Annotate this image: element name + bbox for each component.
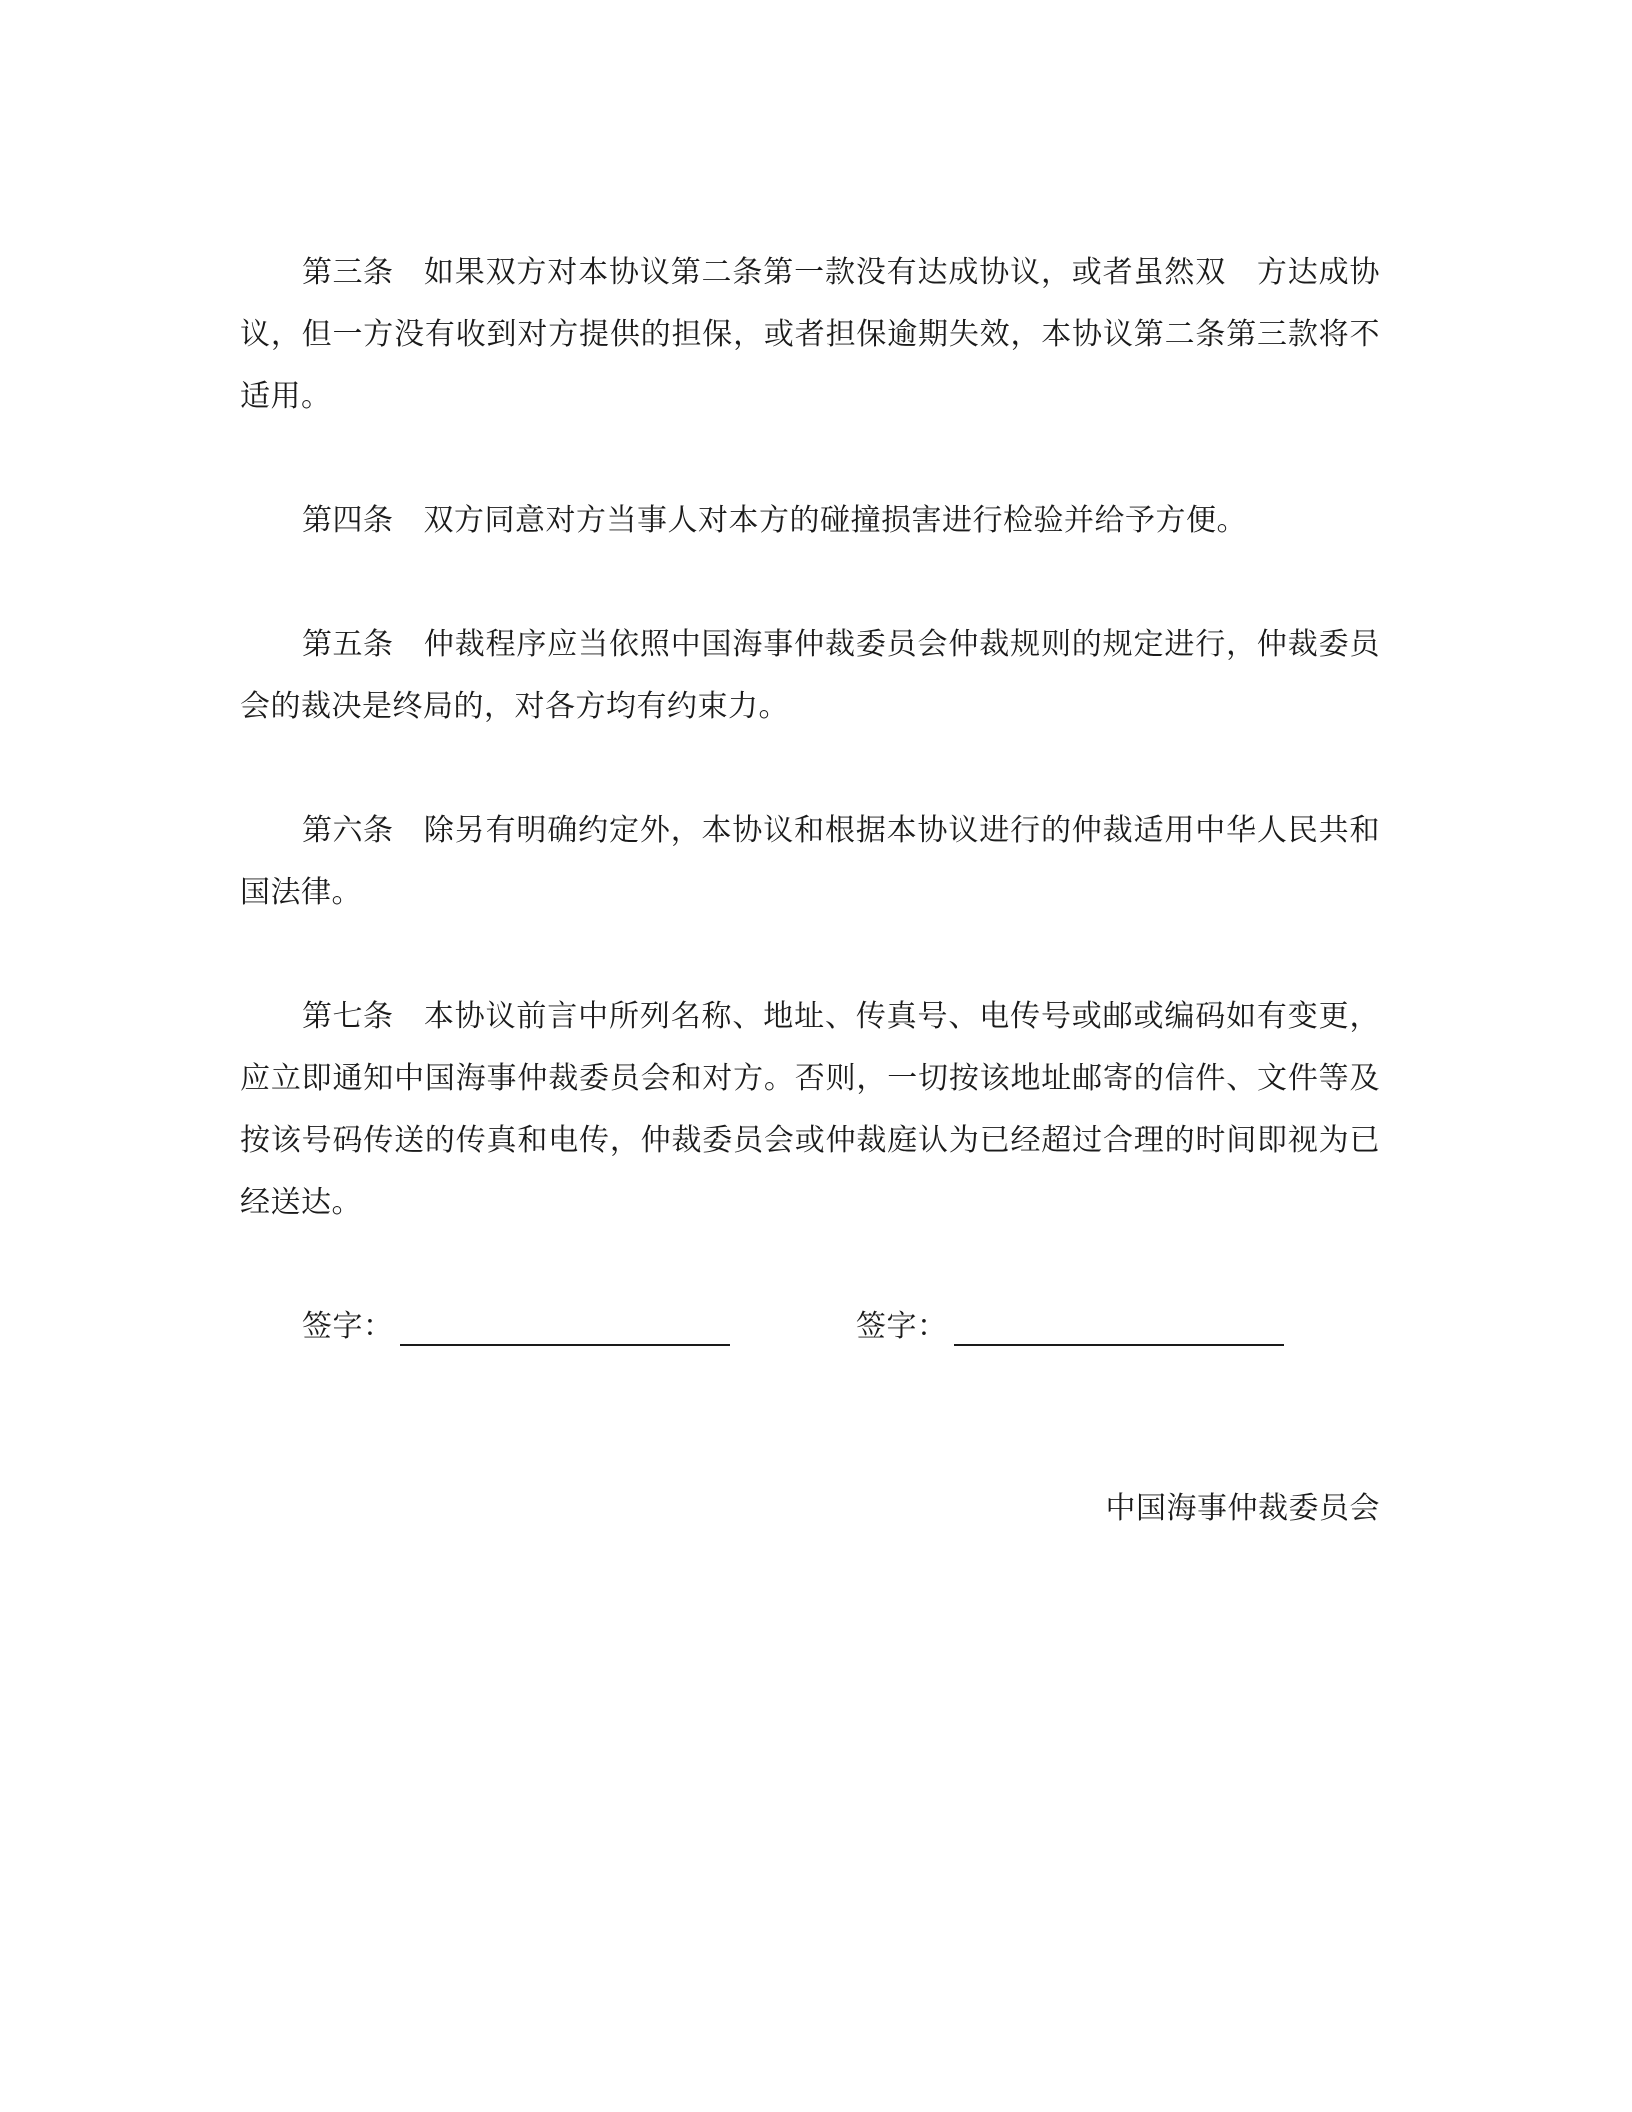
article-5-number: 第五条 [302,627,394,662]
article-7-text: 本协议前言中所列名称、地址、传真号、电传号或邮或编码如有变更，应立即通知中国海事仲裁委员会和对方。否则，一切按该地址邮寄的信件、文件等及按该号码传送的传真和电传，仲裁委员会或仲裁庭认为已经超过合理的时间即视为已经送达。 [240,999,1380,1220]
article-6-number: 第六条 [302,813,394,848]
article-6 [240,800,1380,924]
article-4-number: 第四条 [302,503,394,538]
article-3-text: 如果双方对本协议第二条第一款没有达成协议，或者虽然双 方达成协议，但一方没有收到对方提供的担保，或者担保逾期失效，本协议第二条第三款将不适用。 [240,255,1380,414]
signature-left-label: 签字： [302,1309,394,1344]
article-6-text: 除另有明确约定外，本协议和根据本协议进行的仲裁适用中华人民共和国法律。 [240,813,1380,910]
signature-right-line[interactable] [954,1304,1284,1346]
signature-right [856,1296,1284,1358]
article-5-text: 仲裁程序应当依照中国海事仲裁委员会仲裁规则的规定进行，仲裁委员会的裁决是终局的，对各方均有约束力。 [240,627,1380,724]
article-7-number: 第七条 [302,999,394,1034]
signature-left-line[interactable] [400,1304,730,1346]
article-5 [240,614,1380,738]
article-4-text: 双方同意对方当事人对本方的碰撞损害进行检验并给予方便。 [423,503,1247,538]
article-4 [240,490,1380,552]
article-7 [240,986,1380,1234]
article-3-number: 第三条 [302,255,394,290]
signature-right-label: 签字： [856,1309,948,1344]
article-3 [240,242,1380,428]
signature-left [302,1296,730,1358]
organization-name: 中国海事仲裁委员会 [1105,1491,1380,1526]
